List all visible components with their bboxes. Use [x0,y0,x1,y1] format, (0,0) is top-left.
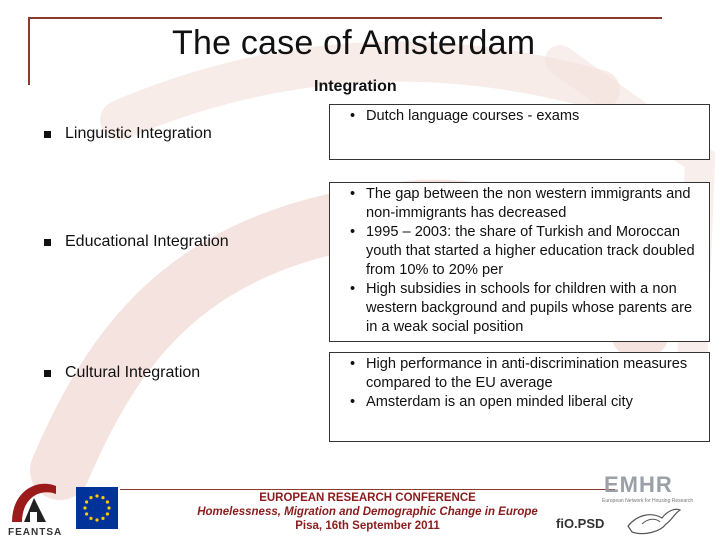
footer-line-1: EUROPEAN RESEARCH CONFERENCE [259,492,476,504]
row-label-educational [44,233,229,251]
detail-bullet: • 1995 – 2003: the share of Turkish and Moroccan youth that started a higher education track doubled from 10% to 20% per [350,223,705,280]
detail-bullet: • High subsidies in schools for children with a non western background and pupils whose parents are in a weak social position [350,280,705,337]
square-bullet-icon [44,370,51,377]
fiopsd-logo: fiO.PSD [556,516,605,531]
detail-bullet: • The gap between the non western immigrants and non-immigrants has decreased [350,185,705,223]
footer-conference [120,491,615,533]
footer-line-3: Pisa, 16th September 2011 [295,520,440,532]
detail-bullet: • Amsterdam is an open minded liberal city [350,393,705,412]
footer-rule [120,489,615,490]
detail-bullet: • Dutch language courses - exams [350,107,705,126]
row-label-linguistic [44,125,212,143]
row-label-text: Linguistic Integration [65,125,212,142]
row-label-text: Educational Integration [65,233,229,250]
row-label-text: Cultural Integration [65,364,201,381]
emhr-subtitle: European Network for Housing Research [602,498,694,504]
detail-box-cultural [329,352,710,442]
slide-subtitle: Integration [314,78,397,95]
footer-line-2: Homelessness, Migration and Demographic Change in Europe [197,506,538,518]
eu-flag-icon [76,487,118,529]
header-rule [28,17,662,19]
row-label-cultural [44,364,200,382]
detail-box-linguistic [329,104,710,160]
emhr-logo: EMHR [604,472,673,497]
square-bullet-icon [44,239,51,246]
detail-box-educational [329,182,710,342]
slide-title: The case of Amsterdam [172,24,536,62]
dove-icon [622,500,682,542]
detail-bullet: • High performance in anti-discrimination measures compared to the EU average [350,355,705,393]
feantsa-wordmark: FEANTSA [8,527,63,538]
square-bullet-icon [44,131,51,138]
